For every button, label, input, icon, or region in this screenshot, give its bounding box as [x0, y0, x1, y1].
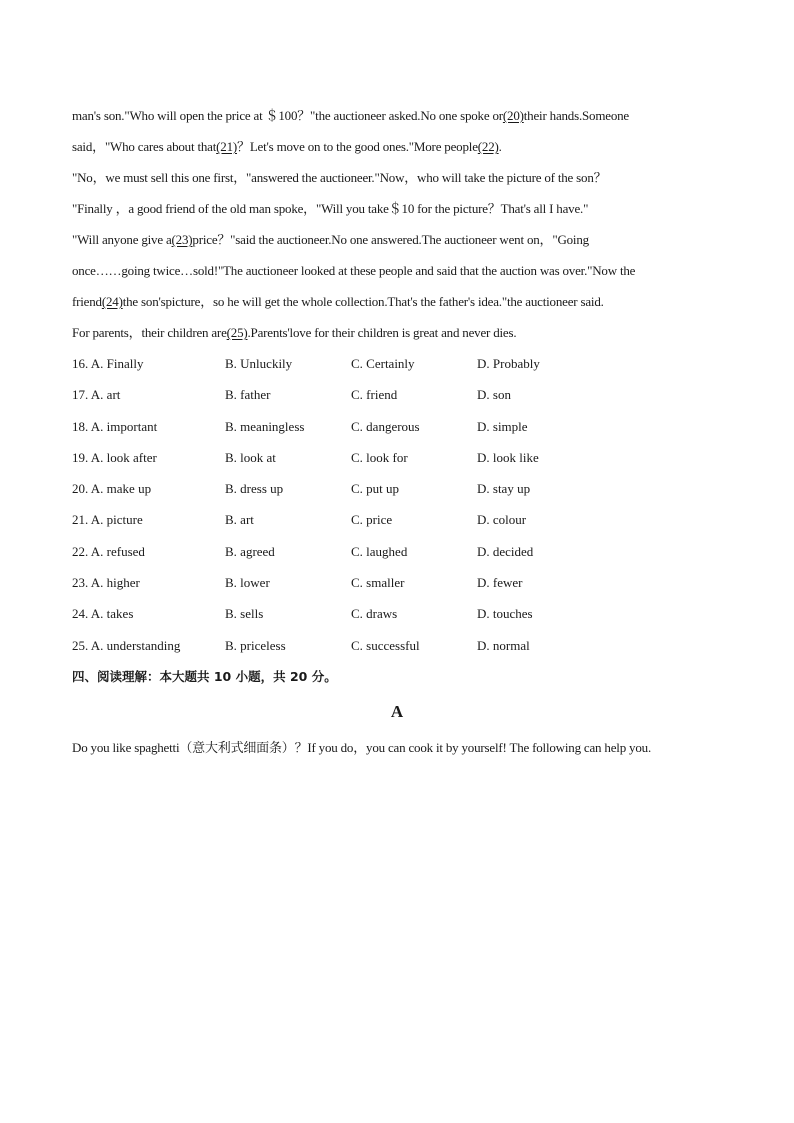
- passage-line-1: [72, 100, 722, 131]
- text-span: "Finally ，a good friend of the old man spoke，"Will you take＄10 for the picture？That's all I have.": [72, 201, 589, 216]
- option-c: C. dangerous: [351, 418, 420, 434]
- text-span: .Parents'love for their children is great and never dies.: [247, 325, 517, 340]
- option-b: B. lower: [225, 575, 270, 591]
- passage-line-8: [72, 317, 722, 348]
- document-page: [72, 100, 722, 763]
- option-b: B. priceless: [225, 637, 286, 653]
- blank-21: (21): [216, 139, 238, 154]
- option-c: C. look for: [351, 449, 408, 465]
- option-a: 18. A. important: [72, 418, 158, 434]
- option-d: D. Probably: [477, 356, 540, 371]
- option-a: 24. A. takes: [72, 606, 134, 622]
- text-span: .: [498, 139, 502, 154]
- passage-intro: Do you like spaghetti（意大利式细面条）？If you do，you can cook it by yourself! The following can help you.: [72, 739, 651, 755]
- option-b: B. art: [225, 512, 254, 528]
- option-b: B. agreed: [225, 543, 275, 559]
- text-span: price？"said the auctioneer.No one answered.The auctioneer went on，"Going: [192, 232, 589, 247]
- option-c: C. put up: [351, 481, 400, 497]
- option-b: B. Unluckily: [225, 356, 293, 371]
- option-d: D. normal: [477, 637, 530, 653]
- option-d: D. fewer: [477, 575, 523, 591]
- text-span: once……going twice…sold!"The auctioneer looked at these people and said that the auction was over."Now the: [72, 263, 636, 278]
- question-25: [72, 630, 722, 661]
- text-span: man's son."Who will open the price at ＄100？"the auctioneer asked.No one spoke or: [72, 108, 503, 123]
- option-d: D. son: [477, 387, 511, 403]
- option-b: B. sells: [225, 606, 264, 622]
- option-c: C. laughed: [351, 543, 408, 559]
- passage-line-2: [72, 131, 722, 162]
- passage-line-6: [72, 255, 722, 286]
- blank-22: (22): [477, 139, 499, 154]
- text-span: friend: [72, 294, 102, 309]
- text-span: "No，we must sell this one first，"answered the auctioneer."Now，who will take the picture of the son？: [72, 170, 607, 185]
- option-c: C. successful: [351, 637, 420, 653]
- passage-letter: A: [390, 701, 404, 721]
- option-a: 16. A. Finally: [72, 356, 144, 371]
- option-a: 17. A. art: [72, 387, 121, 403]
- option-d: D. simple: [477, 418, 528, 434]
- option-b: B. father: [225, 387, 271, 403]
- text-span: "Will anyone give a: [72, 232, 172, 247]
- question-20: [72, 473, 722, 504]
- passage-line-5: [72, 224, 722, 255]
- option-d: D. stay up: [477, 481, 531, 497]
- text-span: said，"Who cares about that: [72, 139, 217, 154]
- text-span: For parents，their children are: [72, 325, 227, 340]
- passage-line-3: [72, 162, 722, 193]
- option-a: 19. A. look after: [72, 449, 157, 465]
- option-d: D. colour: [477, 512, 527, 528]
- blank-24: (24): [101, 294, 123, 309]
- text-span: ？Let's move on to the good ones."More people: [237, 139, 478, 154]
- text-span: the son'spicture，so he will get the whole collection.That's the father's idea."the auctioneer said.: [122, 294, 604, 309]
- option-c: C. price: [351, 512, 393, 528]
- text-span: their hands.Someone: [523, 108, 629, 123]
- option-d: D. touches: [477, 606, 533, 622]
- option-c: C. Certainly: [351, 356, 415, 371]
- option-a: 22. A. refused: [72, 543, 145, 559]
- option-b: B. look at: [225, 449, 276, 465]
- question-17: [72, 379, 722, 410]
- option-a: 23. A. higher: [72, 575, 140, 591]
- question-22: [72, 536, 722, 567]
- option-a: 21. A. picture: [72, 512, 143, 528]
- question-16: [72, 348, 722, 379]
- option-b: B. dress up: [225, 481, 284, 497]
- blank-23: (23): [171, 232, 193, 247]
- option-c: C. smaller: [351, 575, 405, 591]
- option-a: 25. A. understanding: [72, 637, 181, 653]
- question-options: [72, 348, 722, 661]
- option-d: D. decided: [477, 543, 534, 559]
- option-d: D. look like: [477, 449, 539, 465]
- option-c: C. draws: [351, 606, 398, 622]
- passage-line-7: [72, 286, 722, 317]
- question-18: [72, 411, 722, 442]
- option-a: 20. A. make up: [72, 481, 152, 497]
- question-19: [72, 442, 722, 473]
- option-c: C. friend: [351, 387, 398, 403]
- option-b: B. meaningless: [225, 418, 305, 434]
- passage-line-4: [72, 193, 722, 224]
- question-24: [72, 598, 722, 629]
- blank-25: (25): [226, 325, 248, 340]
- question-23: [72, 567, 722, 598]
- section-heading: 四、阅读理解：本大题共 10 小题，共 20 分。: [72, 668, 337, 684]
- cloze-passage: [72, 100, 722, 348]
- question-21: [72, 504, 722, 535]
- blank-20: (20): [502, 108, 524, 123]
